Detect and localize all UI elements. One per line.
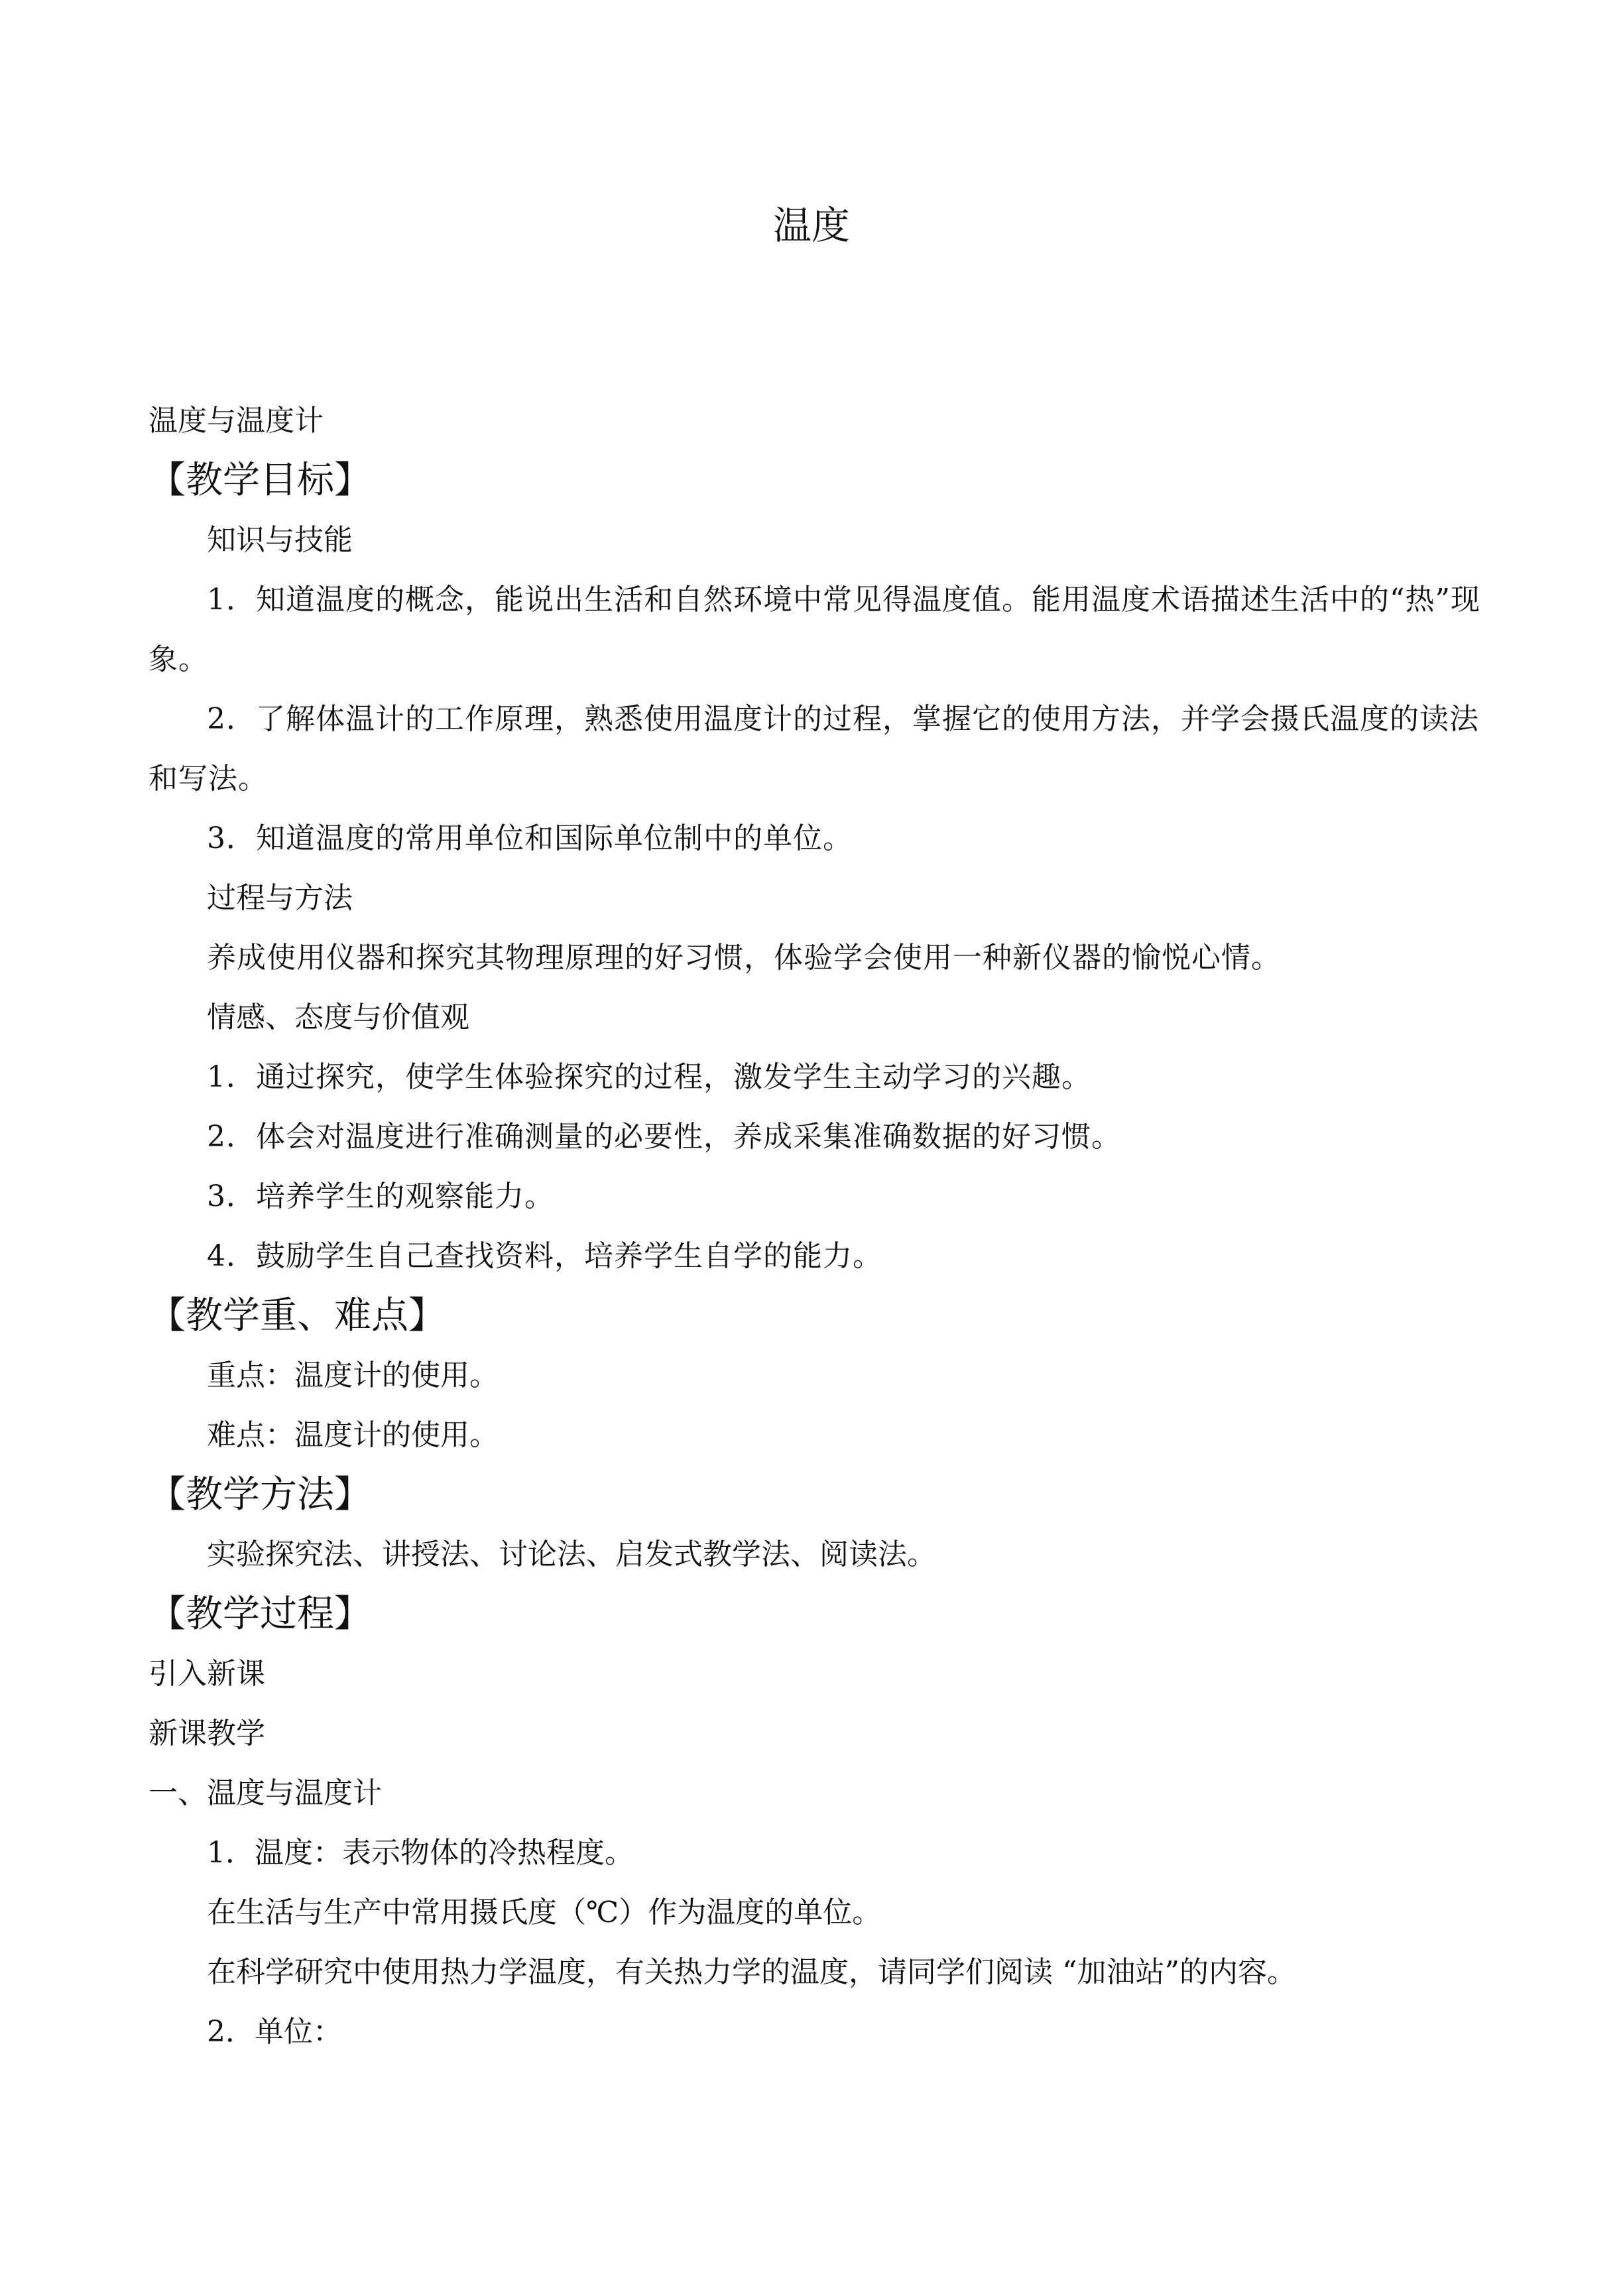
process-heading: 【教学过程】 xyxy=(149,1593,371,1636)
knowledge-item: 3．知道温度的常用单位和国际单位制中的单位。 xyxy=(207,821,853,855)
unit-label: 2．单位： xyxy=(207,2015,342,2049)
emotion-item: 4．鼓励学生自己查找资料，培养学生自学的能力。 xyxy=(207,1239,882,1273)
knowledge-item: 2．了解体温计的工作原理，熟悉使用温度计的过程，掌握它的使用方法，并学会摄氏温度的读法和写法。 xyxy=(149,702,1479,796)
celsius-text: 在生活与生产中常用摄氏度（℃）作为温度的单位。 xyxy=(207,1896,882,1929)
temperature-definition: 1．温度：表示物体的冷热程度。 xyxy=(207,1836,634,1870)
key-point: 重点：温度计的使用。 xyxy=(207,1359,499,1392)
process-text: 养成使用仪器和探究其物理原理的好习惯，体验学会使用一种新仪器的愉悦心情。 xyxy=(207,941,1281,975)
methods-text: 实验探究法、讲授法、讨论法、启发式教学法、阅读法。 xyxy=(207,1538,936,1571)
knowledge-label: 知识与技能 xyxy=(207,523,353,557)
difficult-point: 难点：温度计的使用。 xyxy=(207,1418,499,1452)
intro-label: 引入新课 xyxy=(149,1657,265,1691)
emotion-item: 3．培养学生的观察能力。 xyxy=(207,1179,554,1213)
emotion-item: 1．通过探究，使学生体验探究的过程，激发学生主动学习的兴趣。 xyxy=(207,1060,1091,1094)
process-label: 过程与方法 xyxy=(207,881,353,915)
emotion-item: 2．体会对温度进行准确测量的必要性，养成采集准确数据的好习惯。 xyxy=(207,1120,1121,1154)
thermodynamic-text: 在科学研究中使用热力学温度，有关热力学的温度，请同学们阅读 “加油站”的内容。 xyxy=(207,1955,1296,1989)
part-one-heading: 一、温度与温度计 xyxy=(149,1776,382,1810)
document-title: 温度 xyxy=(772,203,850,248)
emotion-label: 情感、态度与价值观 xyxy=(207,1000,469,1034)
key-points-heading: 【教学重、难点】 xyxy=(149,1294,446,1337)
objectives-heading: 【教学目标】 xyxy=(149,459,371,502)
knowledge-item: 1．知道温度的概念，能说出生活和自然环境中常见得温度值。能用温度术语描述生活中的“热”现象。 xyxy=(149,583,1480,676)
subtitle: 温度与温度计 xyxy=(149,404,324,438)
new-lesson-label: 新课教学 xyxy=(149,1717,265,1750)
document-body xyxy=(149,391,1488,2062)
methods-heading: 【教学方法】 xyxy=(149,1473,371,1516)
